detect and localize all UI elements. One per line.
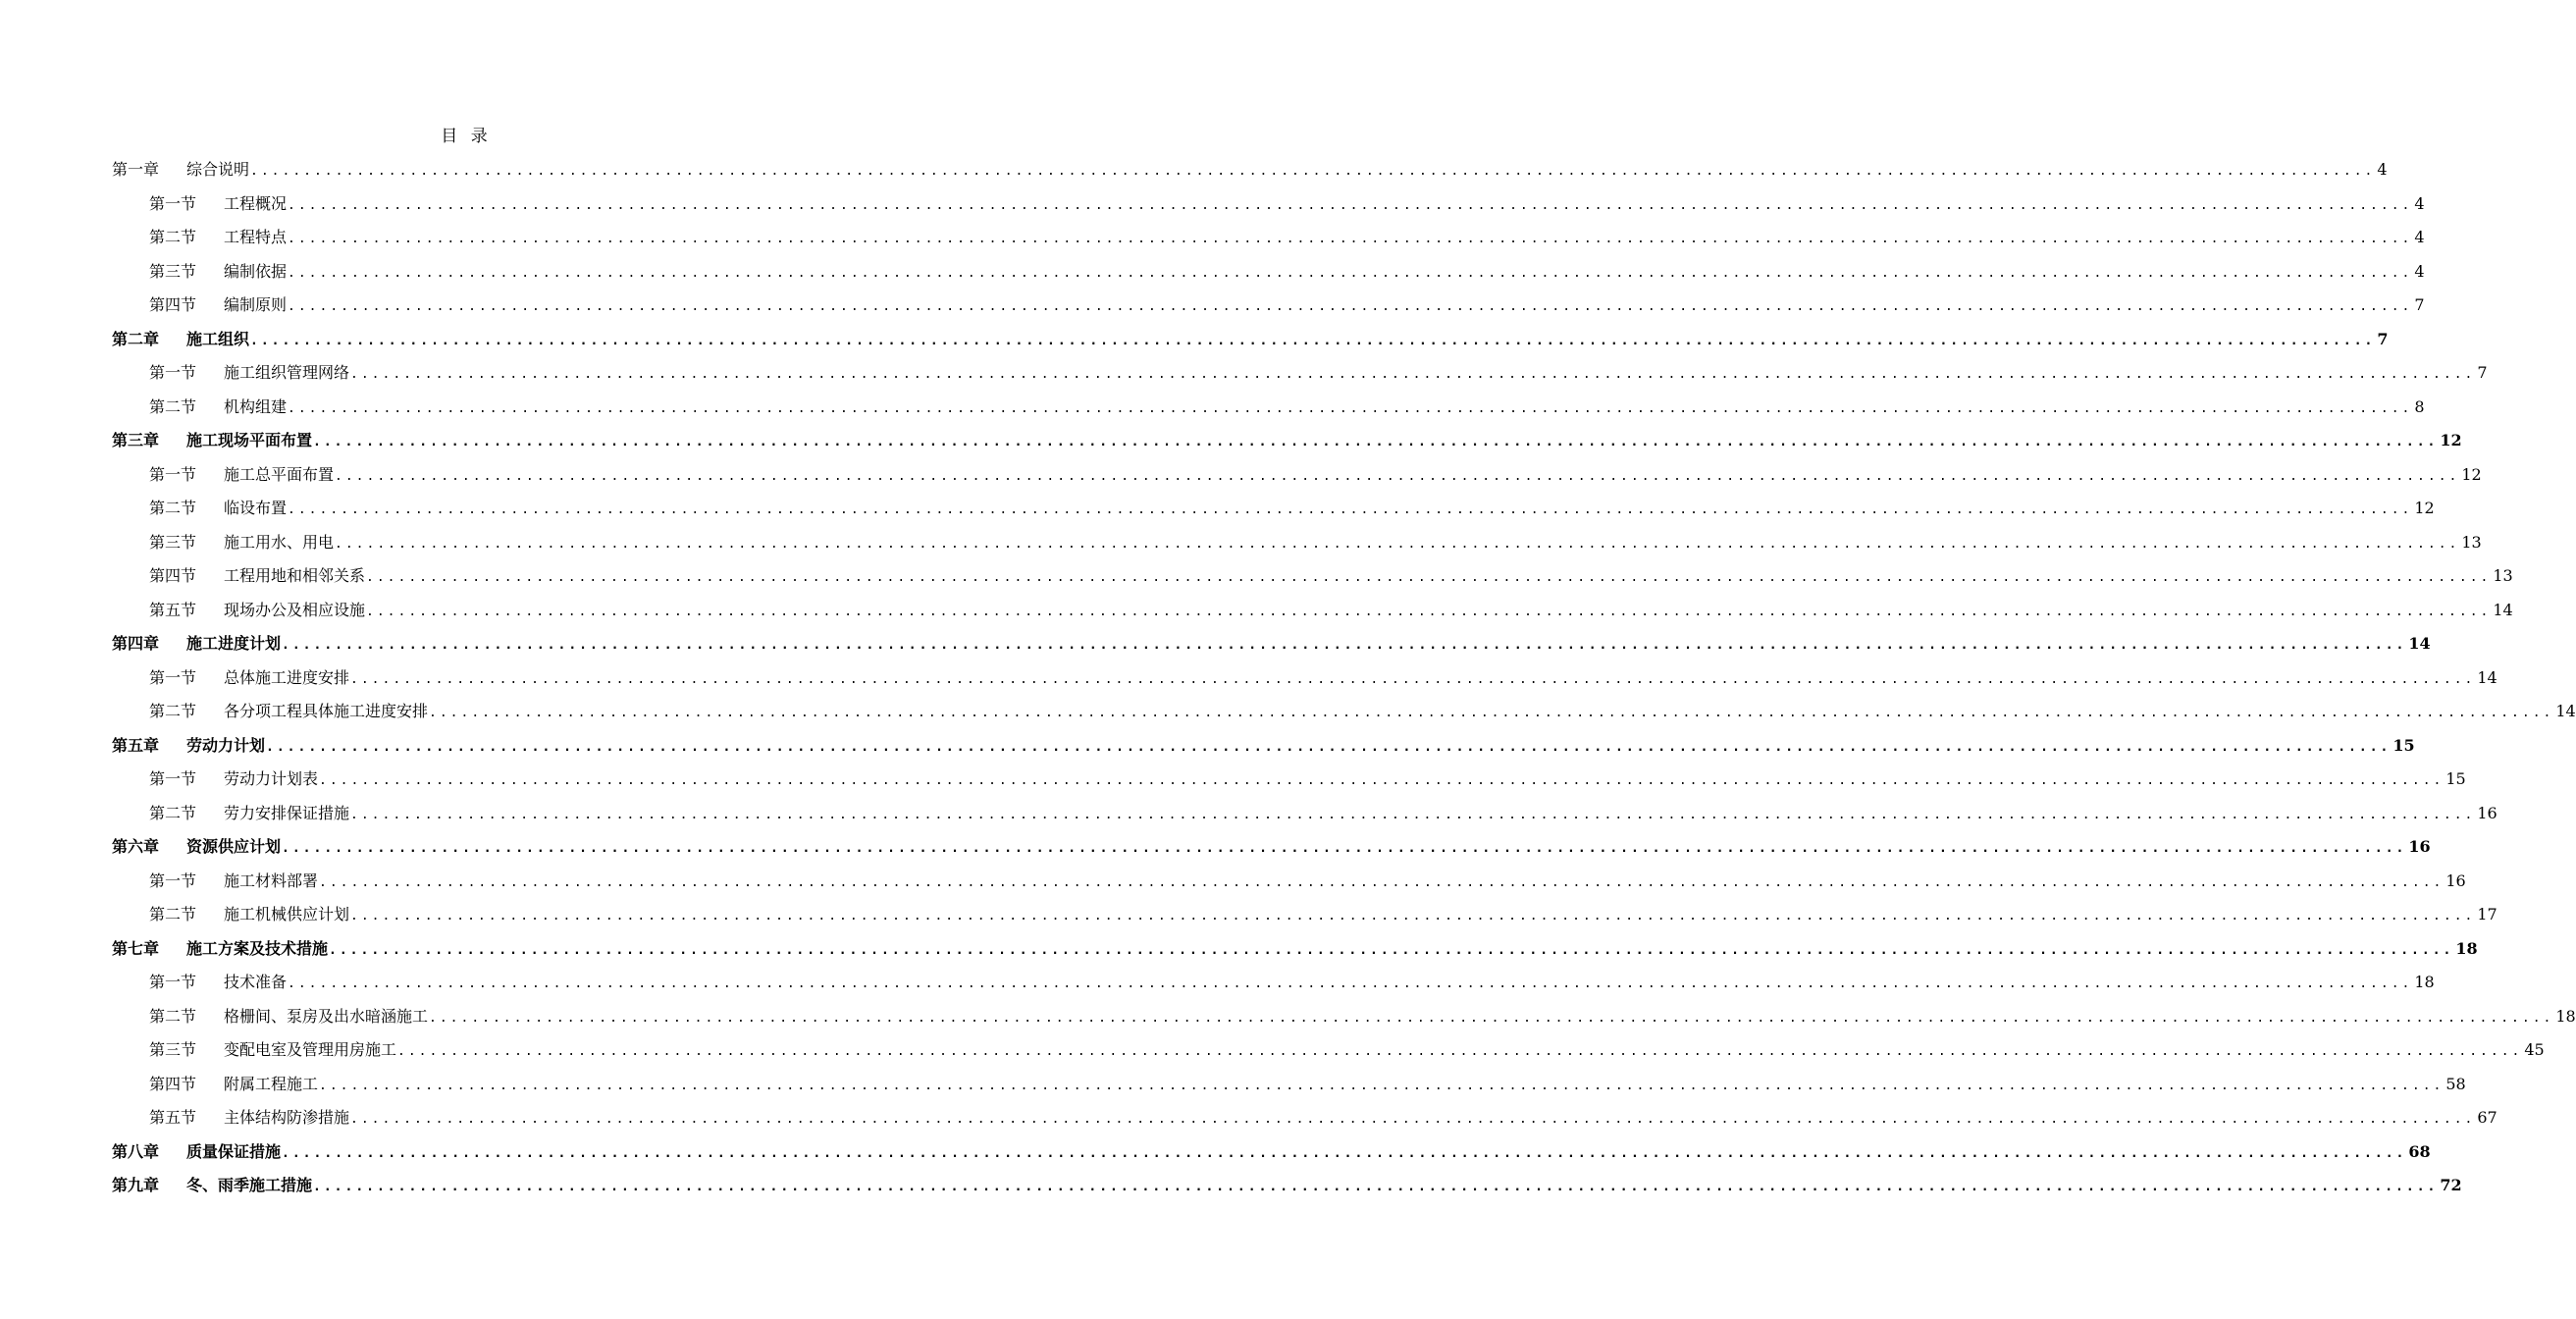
toc-entry-number: 第七章 — [112, 938, 160, 958]
toc-entry-label: 施工机械供应计划 — [224, 905, 350, 923]
toc-entry-page-number: 7 — [2477, 363, 2488, 382]
toc-chapter-entry[interactable] — [112, 631, 2431, 657]
toc-dot-leader: ........................................................................................................................................................................................................ — [288, 197, 2413, 213]
toc-entry-page-number: 18 — [2414, 973, 2435, 991]
toc-dot-leader: ........................................................................................................................................................................................................ — [335, 536, 2460, 552]
toc-entry-page-number: 67 — [2477, 1108, 2497, 1127]
toc-entry-number: 第三章 — [112, 431, 160, 449]
toc-dot-leader: ........................................................................................................................................................................................................ — [288, 502, 2413, 517]
toc-entry-label: 临设布置 — [224, 499, 288, 517]
toc-entry-label: 技术准备 — [224, 973, 288, 991]
toc-entry-number: 第二节 — [149, 803, 197, 822]
toc-entry-label: 工程概况 — [224, 193, 288, 213]
toc-chapter-entry[interactable] — [112, 327, 2389, 352]
toc-dot-leader: ........................................................................................................................................................................................................ — [319, 874, 2445, 890]
toc-dot-leader: ........................................................................................................................................................................................................ — [350, 807, 2476, 822]
toc-section-entry[interactable] — [149, 1072, 2466, 1097]
toc-entry-number: 第五节 — [149, 1108, 197, 1127]
toc-section-entry[interactable] — [149, 869, 2466, 894]
toc-entry-label: 施工材料部署 — [224, 871, 319, 890]
toc-entry-number: 第一节 — [149, 871, 197, 890]
toc-dot-leader: ........................................................................................................................................................................................................ — [288, 976, 2413, 991]
toc-chapter-entry[interactable] — [112, 428, 2462, 453]
toc-entry-number: 第三节 — [149, 261, 197, 281]
toc-section-entry[interactable] — [149, 699, 2576, 724]
toc-entry-number: 第八章 — [112, 1141, 160, 1161]
toc-section-entry[interactable] — [149, 970, 2435, 995]
toc-dot-leader: ........................................................................................................................................................................................................ — [397, 1044, 2523, 1059]
toc-entry-label: 资源供应计划 — [186, 837, 282, 856]
toc-section-entry[interactable] — [149, 766, 2466, 792]
toc-chapter-entry[interactable] — [112, 1139, 2431, 1165]
toc-entry-number: 第二节 — [149, 905, 197, 923]
toc-entry-page-number: 4 — [2377, 160, 2388, 179]
toc-section-entry[interactable] — [149, 1105, 2497, 1131]
toc-dot-leader: ........................................................................................................................................................................................................ — [350, 909, 2476, 923]
toc-title: 目 录 — [441, 127, 492, 146]
toc-entry-page-number: 18 — [2555, 1006, 2576, 1026]
toc-entry-label: 编制原则 — [224, 295, 288, 314]
toc-entry-number: 第一节 — [149, 667, 197, 687]
toc-dot-leader: ........................................................................................................................................................................................................ — [250, 333, 2376, 348]
toc-dot-leader: ........................................................................................................................................................................................................ — [350, 671, 2476, 687]
toc-entry-number: 第二章 — [112, 329, 160, 348]
toc-dot-leader: ........................................................................................................................................................................................................ — [366, 570, 2492, 585]
toc-dot-leader: ........................................................................................................................................................................................................ — [350, 1112, 2476, 1127]
toc-dot-leader: ........................................................................................................................................................................................................ — [288, 232, 2413, 246]
toc-entry-page-number: 12 — [2440, 431, 2462, 449]
toc-entry-label: 格栅间、泵房及出水暗涵施工 — [224, 1006, 429, 1026]
toc-dot-leader: ........................................................................................................................................................................................................ — [288, 265, 2413, 281]
toc-chapter-entry[interactable] — [112, 834, 2431, 860]
toc-dot-leader: ........................................................................................................................................................................................................ — [366, 604, 2492, 619]
toc-entry-page-number: 7 — [2377, 329, 2389, 348]
toc-entry-page-number: 12 — [2461, 464, 2482, 484]
toc-entry-page-number: 72 — [2440, 1176, 2462, 1194]
toc-entry-number: 第三节 — [149, 532, 197, 552]
toc-entry-label: 各分项工程具体施工进度安排 — [224, 702, 429, 720]
toc-dot-leader: ........................................................................................................................................................................................................ — [250, 164, 2376, 179]
toc-entry-label: 施工现场平面布置 — [186, 431, 313, 449]
toc-entry-page-number: 13 — [2461, 532, 2482, 552]
toc-dot-leader: ........................................................................................................................................................................................................ — [329, 942, 2454, 958]
toc-entry-page-number: 18 — [2455, 938, 2478, 958]
toc-entry-page-number: 13 — [2493, 566, 2513, 585]
toc-section-entry[interactable] — [149, 598, 2513, 623]
toc-entry-number: 第九章 — [112, 1176, 160, 1194]
toc-entry-label: 劳动力计划 — [186, 735, 266, 755]
toc-dot-leader: ........................................................................................................................................................................................................ — [429, 1010, 2554, 1026]
toc-entry-number: 第六章 — [112, 837, 160, 856]
toc-entry-page-number: 4 — [2414, 228, 2425, 246]
toc-entry-number: 第三节 — [149, 1040, 197, 1059]
toc-entry-page-number: 17 — [2477, 905, 2497, 923]
toc-entry-page-number: 4 — [2414, 261, 2425, 281]
toc-entry-label: 质量保证措施 — [186, 1141, 282, 1161]
toc-entry-page-number: 12 — [2414, 499, 2435, 517]
toc-section-entry[interactable] — [149, 225, 2425, 250]
toc-entry-page-number: 14 — [2493, 600, 2513, 619]
toc-entry-label: 施工组织管理网络 — [224, 363, 350, 382]
toc-entry-number: 第一节 — [149, 193, 197, 213]
toc-entry-label: 施工进度计划 — [186, 634, 282, 653]
toc-section-entry[interactable] — [149, 259, 2425, 285]
toc-section-entry[interactable] — [149, 1037, 2545, 1063]
toc-entry-number: 第四章 — [112, 634, 160, 653]
toc-chapter-entry[interactable] — [112, 936, 2478, 962]
toc-entry-page-number: 68 — [2408, 1141, 2431, 1161]
toc-chapter-entry[interactable] — [112, 157, 2388, 183]
toc-entry-number: 第二节 — [149, 499, 197, 517]
toc-entry-number: 第五节 — [149, 600, 197, 619]
toc-entry-number: 第一节 — [149, 769, 197, 788]
toc-dot-leader: ........................................................................................................................................................................................................ — [429, 706, 2554, 720]
toc-section-entry[interactable] — [149, 665, 2497, 691]
toc-section-entry[interactable] — [149, 801, 2497, 826]
toc-entry-label: 冬、雨季施工措施 — [186, 1176, 313, 1194]
toc-entry-page-number: 16 — [2477, 803, 2497, 822]
toc-entry-label: 劳动力计划表 — [224, 769, 319, 788]
toc-entry-label: 工程特点 — [224, 228, 288, 246]
toc-entry-label: 编制依据 — [224, 261, 288, 281]
toc-dot-leader: ........................................................................................................................................................................................................ — [288, 400, 2413, 416]
toc-entry-label: 附属工程施工 — [224, 1074, 319, 1093]
toc-entry-page-number: 16 — [2408, 837, 2431, 856]
toc-chapter-entry[interactable] — [112, 733, 2415, 759]
toc-section-entry[interactable] — [149, 1004, 2576, 1029]
toc-entry-number: 第一节 — [149, 464, 197, 484]
toc-entry-number: 第二节 — [149, 228, 197, 246]
toc-entry-page-number: 45 — [2524, 1040, 2545, 1059]
toc-entry-number: 第二节 — [149, 396, 197, 416]
toc-section-entry[interactable] — [149, 292, 2425, 318]
toc-entry-label: 主体结构防渗措施 — [224, 1108, 350, 1127]
toc-entry-page-number: 15 — [2445, 769, 2466, 788]
toc-dot-leader: ........................................................................................................................................................................................................ — [282, 841, 2407, 856]
toc-entry-page-number: 14 — [2555, 702, 2576, 720]
toc-entry-number: 第四节 — [149, 295, 197, 314]
toc-chapter-entry[interactable] — [112, 1173, 2462, 1198]
toc-entry-label: 变配电室及管理用房施工 — [224, 1040, 397, 1059]
toc-section-entry[interactable] — [149, 191, 2425, 217]
toc-dot-leader: ........................................................................................................................................................................................................ — [313, 435, 2439, 449]
toc-entry-page-number: 14 — [2408, 634, 2431, 653]
toc-dot-leader: ........................................................................................................................................................................................................ — [288, 299, 2413, 314]
toc-entry-number: 第一节 — [149, 973, 197, 991]
toc-entry-page-number: 14 — [2477, 667, 2497, 687]
toc-entry-label: 施工方案及技术措施 — [186, 938, 329, 958]
toc-entry-label: 现场办公及相应设施 — [224, 600, 366, 619]
toc-entry-number: 第四节 — [149, 566, 197, 585]
toc-entry-page-number: 8 — [2414, 396, 2425, 416]
toc-entry-page-number: 58 — [2445, 1074, 2466, 1093]
toc-section-entry[interactable] — [149, 462, 2482, 488]
toc-dot-leader: ........................................................................................................................................................................................................ — [266, 739, 2392, 755]
toc-entry-label: 综合说明 — [186, 160, 250, 179]
toc-entry-number: 第二节 — [149, 702, 197, 720]
toc-entry-label: 施工组织 — [186, 329, 250, 348]
toc-entry-label: 机构组建 — [224, 396, 288, 416]
toc-entry-number: 第一章 — [112, 160, 160, 179]
toc-entry-number: 第二节 — [149, 1006, 197, 1026]
toc-dot-leader: ........................................................................................................................................................................................................ — [319, 773, 2445, 788]
toc-dot-leader: ........................................................................................................................................................................................................ — [282, 1145, 2407, 1161]
toc-entry-label: 总体施工进度安排 — [224, 667, 350, 687]
toc-entry-number: 第五章 — [112, 735, 160, 755]
toc-dot-leader: ........................................................................................................................................................................................................ — [313, 1180, 2439, 1194]
toc-entry-label: 施工总平面布置 — [224, 464, 335, 484]
toc-dot-leader: ........................................................................................................................................................................................................ — [335, 468, 2460, 484]
toc-dot-leader: ........................................................................................................................................................................................................ — [319, 1078, 2445, 1093]
toc-entry-number: 第一节 — [149, 363, 197, 382]
toc-dot-leader: ........................................................................................................................................................................................................ — [350, 367, 2476, 382]
toc-section-entry[interactable] — [149, 563, 2513, 589]
toc-entry-page-number: 16 — [2445, 871, 2466, 890]
toc-section-entry[interactable] — [149, 530, 2482, 555]
toc-entry-number: 第四节 — [149, 1074, 197, 1093]
toc-entry-label: 施工用水、用电 — [224, 532, 335, 552]
toc-entry-label: 劳力安排保证措施 — [224, 803, 350, 822]
toc-entry-label: 工程用地和相邻关系 — [224, 566, 366, 585]
toc-entry-page-number: 7 — [2414, 295, 2425, 314]
toc-entry-page-number: 4 — [2414, 193, 2425, 213]
toc-section-entry[interactable] — [149, 360, 2488, 386]
toc-entry-page-number: 15 — [2392, 735, 2415, 755]
toc-section-entry[interactable] — [149, 902, 2497, 927]
toc-section-entry[interactable] — [149, 496, 2435, 521]
toc-dot-leader: ........................................................................................................................................................................................................ — [282, 638, 2407, 653]
toc-section-entry[interactable] — [149, 395, 2425, 420]
